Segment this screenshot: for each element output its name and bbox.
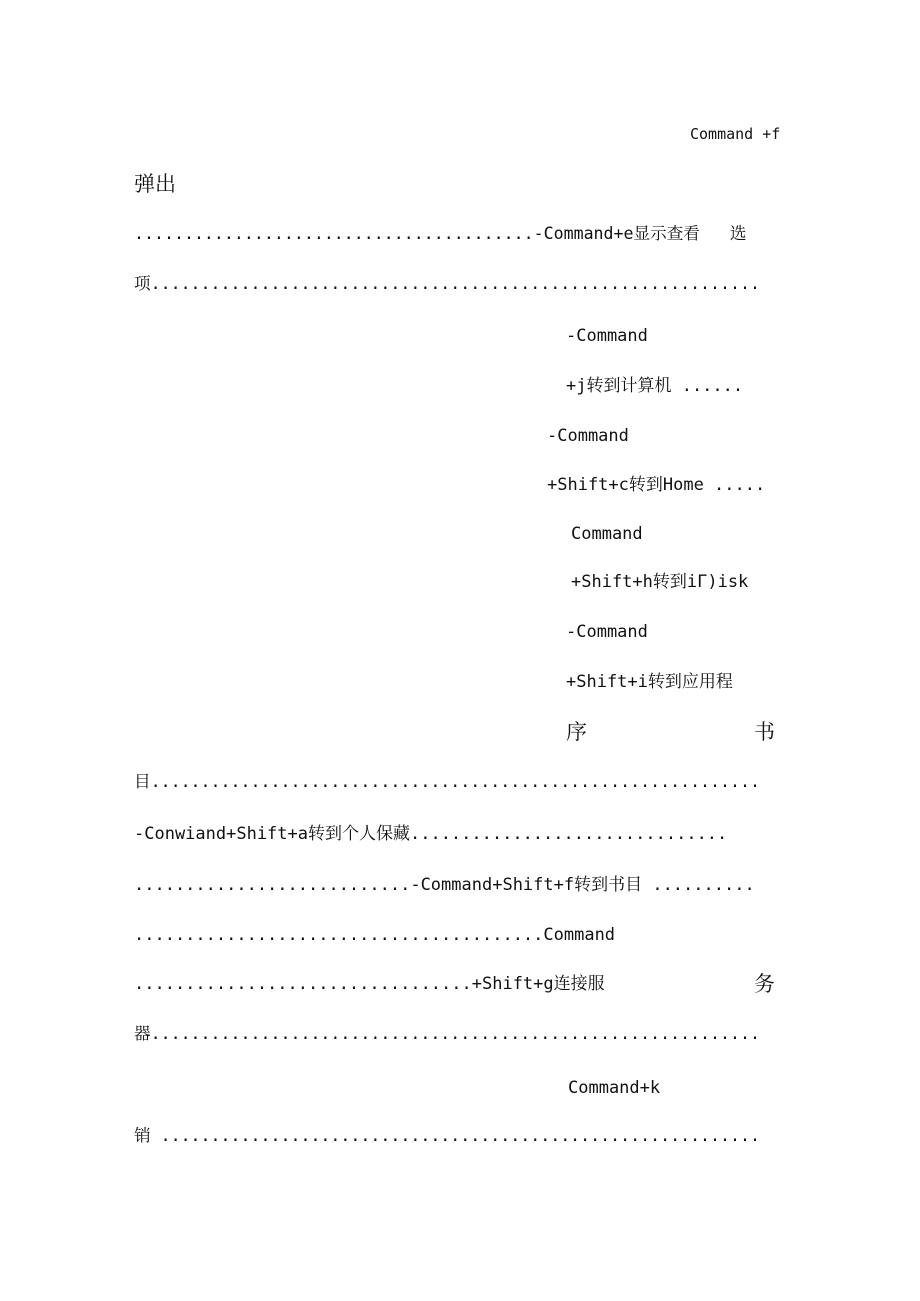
line-command-1: -Command xyxy=(566,326,648,346)
line-goto-directory: ...........................-Command+Shift+f转到书目 .......... xyxy=(134,875,755,895)
line-xu: 序 xyxy=(566,720,587,744)
line-shu: 书 xyxy=(754,720,775,744)
line-directory-leader: 目............................................................. xyxy=(134,772,761,791)
line-command-3: Command xyxy=(571,524,643,544)
line-xiao-leader: 销 ............................................................ xyxy=(134,1126,761,1145)
line-goto-idisk: +Shift+h转到iΓ)isk xyxy=(571,572,749,592)
line-command-5: ........................................Command xyxy=(134,925,616,945)
line-goto-applications: +Shift+i转到应用程 xyxy=(566,672,733,692)
line-goto-home: +Shift+c转到Home ..... xyxy=(547,475,766,495)
line-wu: 务 xyxy=(754,972,775,996)
line-goto-favorites: -Conwiand+Shift+a转到个人保藏............................... xyxy=(134,824,728,844)
line-show-view-options: ........................................-Command+e显示查看 选 xyxy=(134,224,747,243)
line-command-f: Command +f xyxy=(690,125,781,143)
line-server-leader: 器............................................................. xyxy=(134,1024,761,1043)
line-goto-computer: +j转到计算机 ...... xyxy=(566,376,744,396)
line-connect-server: .................................+Shift+g连接服 xyxy=(134,974,605,994)
line-command-4: -Command xyxy=(566,622,648,642)
line-popup: 弹出 xyxy=(134,172,176,196)
line-options-leader: 项............................................................. xyxy=(134,274,761,293)
line-command-2: -Command xyxy=(547,426,629,446)
line-command-k: Command+k xyxy=(568,1078,661,1098)
